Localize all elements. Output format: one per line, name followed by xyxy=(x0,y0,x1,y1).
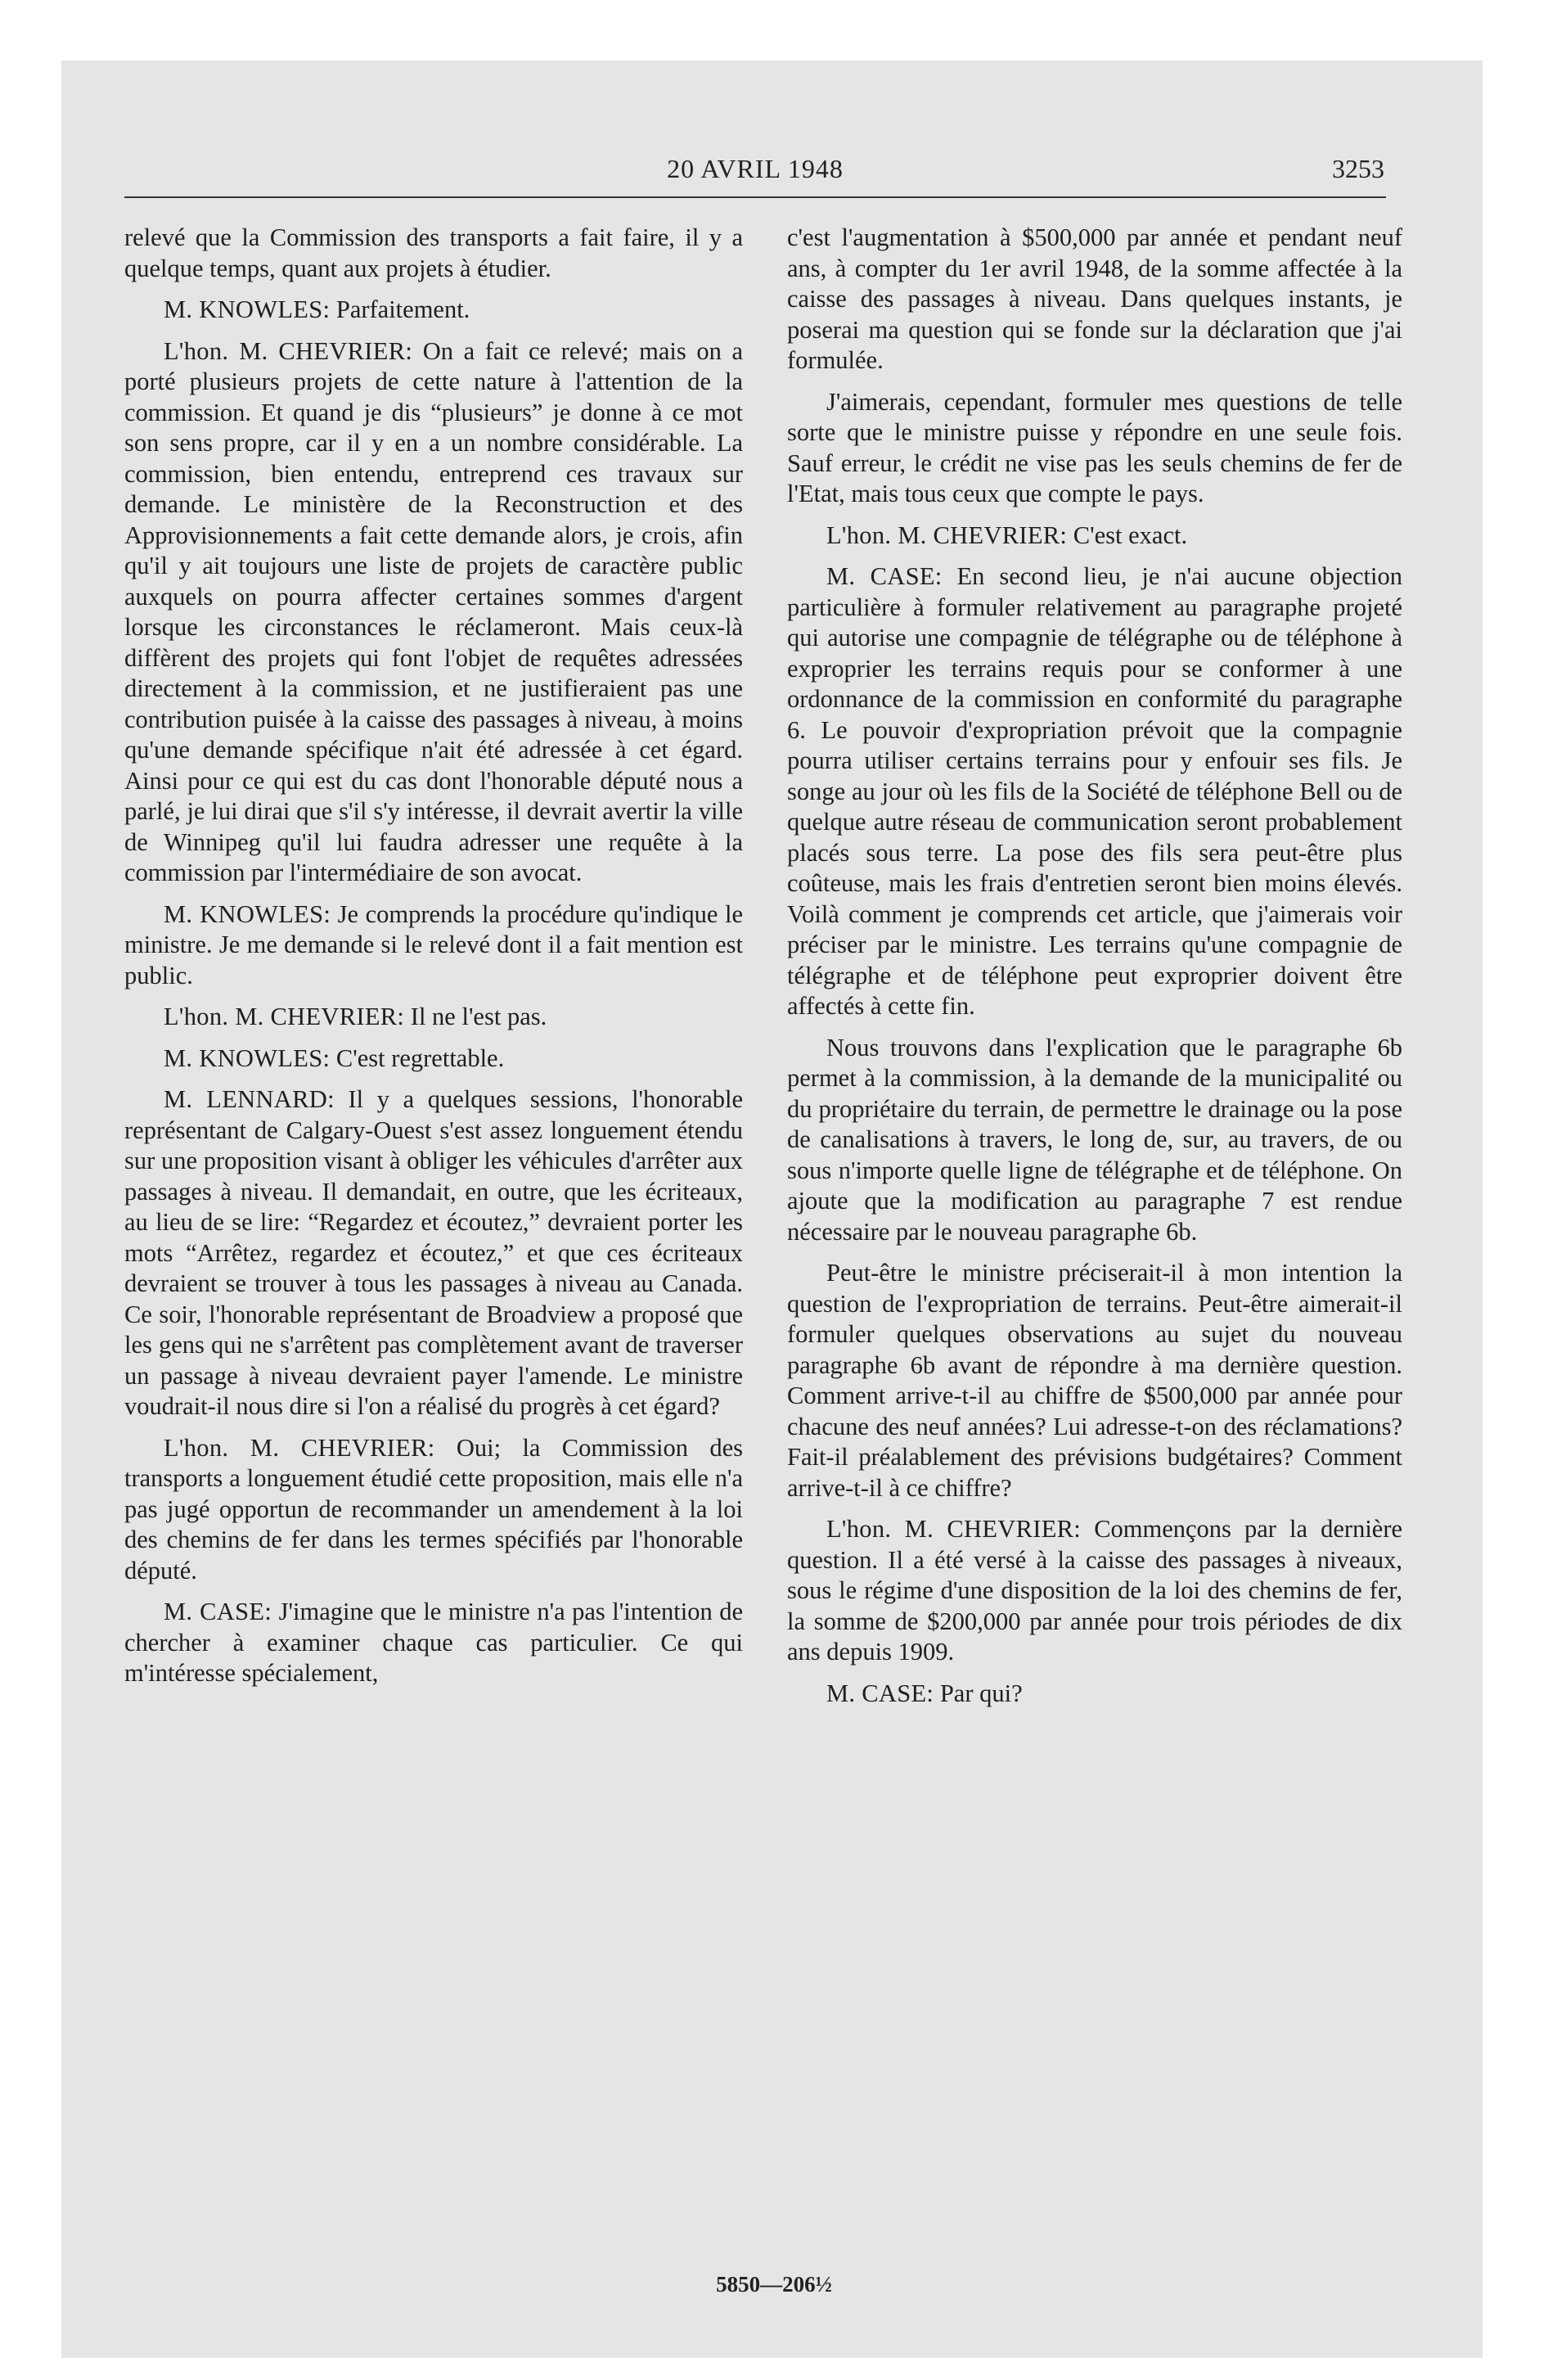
paragraph-text: En second lieu, je n'ai aucune objection particulière à formuler relativement au paragraphe projeté qui autorise une compagnie de télégraphe ou de téléphone à exproprier les terrains requis pour se conformer à une ordonnance de la commission en conformité du paragraphe 6. Le pouvoir d'expropriation prévoit que la compagnie pourra utiliser certains terrains pour y enfouir ses fils. Je songe au jour où les fils de la Société de téléphone Bell ou de quelque autre réseau de communication seront probablement placés sous terre. La pose des fils sera peut-être plus coûteuse, mais les frais d'entretien seront bien moins élevés. Voilà comment je comprends cet article, que j'aimerais voir préciser par le ministre. Les terrains qu'une compagnie de télégraphe et de téléphone peut exproprier doivent être affectés à cette fin. xyxy=(787,562,1402,1020)
paragraph xyxy=(787,1679,1402,1710)
paragraph-text: c'est l'augmentation à $500,000 par année et pendant neuf ans, à compter du 1er avril 1948, de la somme affectée à la caisse des passages à niveau. Dans quelques instants, je poserai ma question qui se fonde sur la déclaration que j'ai formulée. xyxy=(787,223,1402,374)
speaker-name: L'hon. M. CHEVRIER: xyxy=(826,521,1068,549)
speaker-name: M. CASE: xyxy=(826,1679,934,1707)
paragraph xyxy=(787,387,1402,510)
left-column xyxy=(124,223,743,1700)
paragraph xyxy=(124,1044,743,1075)
paragraph xyxy=(124,899,743,992)
paragraph-text: Parfaitement. xyxy=(335,295,470,323)
paragraph xyxy=(787,1514,1402,1668)
paragraph xyxy=(787,223,1402,376)
paragraph-text: On a fait ce relevé; mais on a porté plusieurs projets de cette nature à l'attention de la commission. Et quand je dis “plusieurs” je donne à ce mot son sens propre, car il y en a un nombre considérable. La commission, bien entendu, entreprend ces travaux sur demande. Le ministère de la Reconstruction et des Approvisionnements a fait cette demande alors, je crois, afin qu'il y ait toujours une liste de projets de caractère public auxquels on pourra affecter certaines sommes d'argent lorsque les circonstances le réclameront. Mais ceux-là diffèrent des projets qui font l'objet de requêtes adressées directement à la commission, et ne justifieraient pas une contribution puisée à la caisse des passages à niveau, à moins qu'une demande spécifique n'ait été adressée à cet égard. Ainsi pour ce qui est du cas dont l'honorable député nous a parlé, je lui dirai que s'il s'y intéresse, il devrait avertir la ville de Winnipeg qu'il lui faudra adresser une requête à la commission par l'intermédiaire de son avocat. xyxy=(124,336,743,886)
paragraph-text: Nous trouvons dans l'explication que le paragraphe 6b permet à la commission, à la demande de la municipalité ou du propriétaire du terrain, de permettre le drainage ou la pose de canalisations à travers, le long de, sur, au travers, de ou sous n'importe quelle ligne de télégraphe et de téléphone. On ajoute que la modification au paragraphe 7 est rendue nécessaire par le nouveau paragraphe 6b. xyxy=(787,1033,1402,1246)
paragraph-text: Il y a quelques sessions, l'honorable représentant de Calgary-Ouest s'est assez longuement étendu sur une proposition visant à obliger les véhicules d'arrêter aux passages à niveau. Il demandait, en outre, que les écriteaux, au lieu de se lire: “Regardez et écoutez,” devraient porter les mots “Arrêtez, regardez et écoutez,” et que ces écriteaux devraient se trouver à tous les passages à niveau au Canada. Ce soir, l'honorable représentant de Broadview a proposé que les gens qui ne s'arrêtent pas complètement avant de traverser un passage à niveau devraient payer l'amende. Le ministre voudrait-il nous dire si l'on a réalisé du progrès à cet égard? xyxy=(124,1085,744,1420)
paragraph-text: J'imagine que le ministre n'a pas l'intention de chercher à examiner chaque cas particulier. Ce qui m'intéresse spécialement, xyxy=(124,1598,744,1687)
speaker-name: L'hon. M. CHEVRIER: xyxy=(826,1515,1082,1543)
speaker-name: L'hon. M. CHEVRIER: xyxy=(164,1433,435,1462)
paragraph xyxy=(124,336,743,889)
paragraph-text: Par qui? xyxy=(939,1679,1023,1707)
paragraph xyxy=(124,1002,743,1033)
paragraph xyxy=(787,561,1402,1022)
paragraph xyxy=(124,1433,743,1587)
paragraph xyxy=(124,1084,743,1422)
paragraph xyxy=(787,521,1402,552)
paragraph-text: relevé que la Commission des transports a fait faire, il y a quelque temps, quant aux projets à étudier. xyxy=(124,223,743,282)
speaker-name: M. CASE: xyxy=(826,562,943,590)
page-header xyxy=(124,147,1386,198)
paragraph-text: Je comprends la procédure qu'indique le ministre. Je me demande si le relevé dont il a fait mention est public. xyxy=(124,899,743,989)
speaker-name: M. CASE: xyxy=(164,1598,272,1625)
paragraph-text: C'est regrettable. xyxy=(335,1044,505,1072)
speaker-name: M. KNOWLES: xyxy=(164,295,331,323)
page-number: 3253 xyxy=(1332,154,1384,183)
speaker-name: L'hon. M. CHEVRIER: xyxy=(164,1003,405,1030)
paragraph xyxy=(124,295,743,326)
paragraph-text: Oui; la Commission des transports a longuement étudié cette proposition, mais elle n'a pas jugé opportun de recommander un amendement à la loi des chemins de fer dans les termes spécifiés par l'honorable député. xyxy=(124,1433,744,1584)
printer-signature: 5850—206½ xyxy=(716,2272,832,2297)
paragraph-text: Peut-être le ministre préciserait-il à mon intention la question de l'expropriation de terrains. Peut-être aimerait-il formuler quelques observations au sujet du nouveau paragraphe 6b avant de répondre à ma dernière question. Comment arrive-t-il au chiffre de $500,000 par année pour chacune des neuf années? Lui adresse-t-on des réclamations? Fait-il préalablement des prévisions budgétaires? Comment arrive-t-il à ce chiffre? xyxy=(787,1259,1402,1502)
paragraph xyxy=(124,1597,743,1689)
speaker-name: M. KNOWLES: xyxy=(164,1044,331,1072)
speaker-name: M. LENNARD: xyxy=(164,1085,335,1113)
speaker-name: M. KNOWLES: xyxy=(164,899,331,928)
speaker-name: L'hon. M. CHEVRIER: xyxy=(164,336,413,365)
paragraph xyxy=(124,223,743,284)
right-column xyxy=(787,223,1402,1720)
paragraph-text: Il ne l'est pas. xyxy=(410,1003,547,1030)
paragraph xyxy=(787,1033,1402,1248)
paragraph-text: C'est exact. xyxy=(1073,521,1188,549)
paragraph-text: Commençons par la dernière question. Il a été versé à la caisse des passages à niveaux, sous le régime d'une disposition de la loi des chemins de fer, la somme de $200,000 par année pour trois périodes de dix ans depuis 1909. xyxy=(787,1515,1403,1666)
paragraph xyxy=(787,1258,1402,1503)
paragraph-text: J'aimerais, cependant, formuler mes questions de telle sorte que le ministre puisse y répondre en une seule fois. Sauf erreur, le crédit ne vise pas les seuls chemins de fer de l'Etat, mais tous ceux que compte le pays. xyxy=(787,387,1402,507)
header-date: 20 AVRIL 1948 xyxy=(667,154,844,183)
